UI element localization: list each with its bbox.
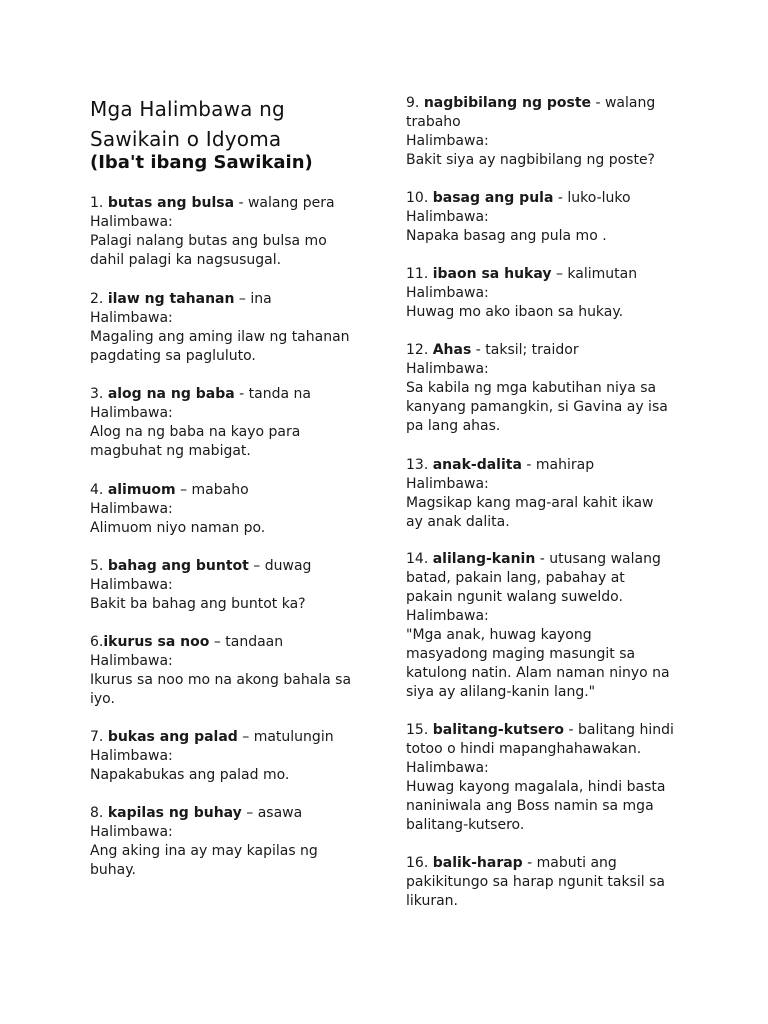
entry-term: bukas ang palad [107,729,238,745]
entry-example: Sa kabila ng mga kabutihan niya sa kanyang pamangkin, si Gavina ay isa pa lang ahas. [406,380,668,434]
example-label: Halimbawa: [90,824,173,840]
entry-example: Ikurus sa noo mo na akong bahala sa iyo. [90,672,352,707]
entry-definition: – asawa [241,805,303,821]
entry-3 [90,385,362,461]
entry-definition: - walang pera [234,195,335,211]
entry-12 [406,341,676,436]
entry-term: Ahas [432,342,472,358]
entry-term: ibaon sa hukay [432,266,552,282]
entry-number: 14. [406,551,433,567]
entry-14 [406,550,674,702]
entry-4 [90,481,362,538]
entry-term: alilang-kanin [432,551,536,567]
entry-number: 8. [90,805,108,821]
entry-term: anak-dalita [432,457,522,473]
entry-number: 6. [90,634,104,650]
entry-example: Napaka basag ang pula mo . [406,228,607,244]
entry-example: Huwag mo ako ibaon sa hukay. [406,304,624,320]
entry-heading [406,94,674,132]
entry-heading [90,804,362,823]
example-label: Halimbawa: [406,476,489,492]
entry-definition: - taksil; traidor [471,342,579,358]
example-label: Halimbawa: [406,133,489,149]
entry-definition: – tandaan [209,634,284,650]
entry-number: 11. [406,266,433,282]
entry-definition: - mahirap [521,457,595,473]
entry-heading [90,728,362,747]
entry-heading [406,854,674,911]
example-label: Halimbawa: [406,361,489,377]
entry-term: butas ang bulsa [107,195,235,211]
entry-heading [90,481,362,500]
entry-number: 16. [406,855,433,871]
entry-number: 9. [406,95,424,111]
entry-term: balik-harap [432,855,523,871]
entry-definition: – matulungin [237,729,334,745]
entry-term: bahag ang buntot [107,558,249,574]
example-label: Halimbawa: [90,405,173,421]
entry-example: Alog na ng baba na kayo para magbuhat ng mabigat. [90,424,301,459]
entry-11 [406,265,674,322]
entry-example: Ang aking ina ay may kapilas ng buhay. [90,843,318,878]
entry-definition: – mabaho [175,482,249,498]
example-label: Halimbawa: [90,748,173,764]
entry-number: 3. [90,386,108,402]
entry-example: "Mga anak, huwag kayong masyadong maging masungit sa katulong natin. Alam naman ninyo na siya ay alilang-kanin lang." [406,627,670,700]
entry-1 [90,194,362,270]
entry-number: 7. [90,729,108,745]
entry-13 [406,456,674,532]
entry-example: Magsikap kang mag-aral kahit ikaw ay anak dalita. [406,495,654,530]
entry-8 [90,804,362,880]
entry-term: basag ang pula [432,190,554,206]
entry-heading [406,341,676,360]
entry-definition: - luko-luko [553,190,631,206]
entry-6 [90,633,362,709]
example-label: Halimbawa: [90,501,173,517]
entry-10 [406,189,674,246]
document-title: Mga Halimbawa ng Sawikain o Idyoma [90,97,285,151]
entry-example: Bakit siya ay nagbibilang ng poste? [406,152,655,168]
entry-heading [90,633,362,652]
entry-heading [406,456,674,475]
entry-definition: – ina [234,291,272,307]
entry-example: Bakit ba bahag ang buntot ka? [90,596,306,612]
entry-term: ilaw ng tahanan [107,291,235,307]
document-subtitle: (Iba't ibang Sawikain) [90,152,313,173]
entry-definition: - balitang hindi totoo o hindi mapanghahawakan. [406,722,674,757]
entry-heading [406,189,674,208]
entry-example: Magaling ang aming ilaw ng tahanan pagdating sa pagluluto. [90,329,350,364]
example-label: Halimbawa: [90,653,173,669]
entry-definition: - tanda na [234,386,311,402]
entry-number: 12. [406,342,433,358]
entry-number: 13. [406,457,433,473]
entry-example: Huwag kayong magalala, hindi basta naniniwala ang Boss namin sa mga balitang-kutsero. [406,779,666,833]
entry-example: Napakabukas ang palad mo. [90,767,290,783]
example-label: Halimbawa: [90,214,173,230]
entry-term: alog na ng baba [107,386,235,402]
entry-heading [90,385,362,404]
entry-term: alimuom [107,482,176,498]
entry-term: balitang-kutsero [432,722,565,738]
entry-number: 4. [90,482,108,498]
entry-7 [90,728,362,785]
entry-definition: - utusang walang batad, pakain lang, pabahay at pakain ngunit walang suweldo. [406,551,661,605]
entry-number: 5. [90,558,108,574]
entry-15 [406,721,674,835]
entry-number: 15. [406,722,433,738]
entry-heading [406,721,674,759]
example-label: Halimbawa: [406,285,489,301]
entry-term: nagbibilang ng poste [423,95,592,111]
entry-16 [406,854,674,911]
entry-number: 1. [90,195,108,211]
entry-definition: – kalimutan [551,266,638,282]
entry-5 [90,557,362,614]
entry-term: ikurus sa noo [103,634,210,650]
entry-number: 10. [406,190,433,206]
entry-example: Palagi nalang butas ang bulsa mo dahil palagi ka nagsusugal. [90,233,327,268]
entry-heading [406,265,674,284]
example-label: Halimbawa: [406,608,489,624]
entry-number: 2. [90,291,108,307]
example-label: Halimbawa: [406,209,489,225]
example-label: Halimbawa: [90,577,173,593]
example-label: Halimbawa: [406,760,489,776]
entry-heading [90,557,362,576]
entry-2 [90,290,362,366]
entry-heading [406,550,674,607]
entry-heading [90,194,362,213]
entry-definition: - mabuti ang pakikitungo sa harap ngunit taksil sa likuran. [406,855,665,909]
entry-term: kapilas ng buhay [107,805,242,821]
example-label: Halimbawa: [90,310,173,326]
entry-9 [406,94,674,170]
entry-definition: – duwag [248,558,312,574]
entry-example: Alimuom niyo naman po. [90,520,266,536]
entry-definition: - walang trabaho [406,95,656,130]
entry-heading [90,290,362,309]
